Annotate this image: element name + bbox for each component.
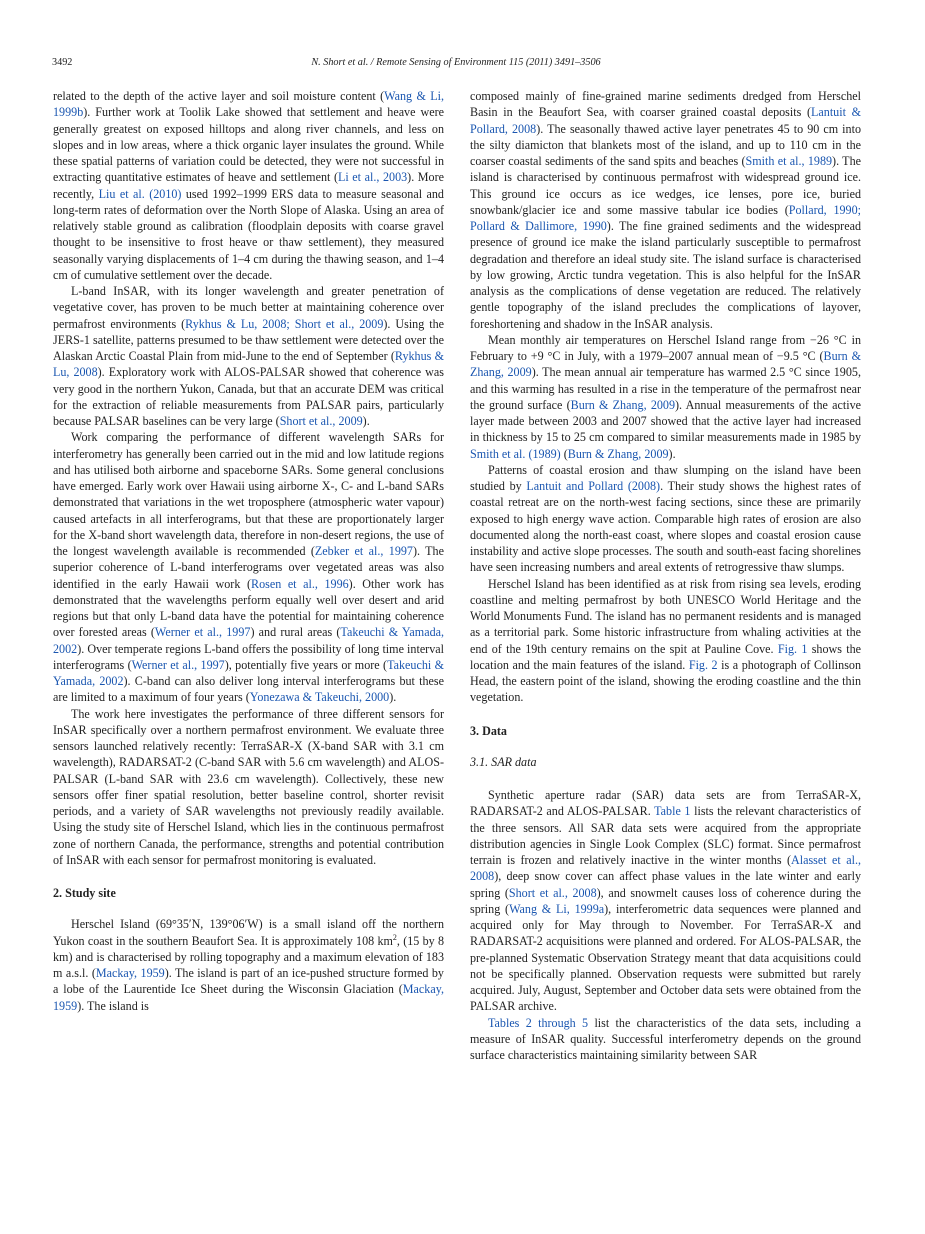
citation-link[interactable]: Burn & Zhang, 2009 [470,349,861,380]
page-number: 3492 [52,57,73,68]
citation-link[interactable]: Zebker et al., 1997 [314,544,413,558]
citation-link[interactable]: Werner et al., 1997 [131,657,225,672]
journal-reference: N. Short et al. / Remote Sensing of Environment 115 (2011) 3491–3506 [311,57,601,68]
citation-link[interactable]: Rykhus & Lu, 2008 [53,349,444,380]
paragraph: L-band InSAR, with its longer wavelength and greater penetration of vegetative cover, has proven to be much better at maintaining coherence over permafrost environments (Rykhus & Lu, 2008; Short et al., 2009). Using the JERS-1 satellite, patterns presumed to be thaw settlement were detected over the Alaskan Arctic Coastal Plain from mid-June to the end of September (Rykhus & Lu, 2008). Exploratory work with ALOS-PALSAR showed that coherence was very good in the northern Yukon, Canada, but that an accurate DEM was critical for the extraction of reliable measurements from PALSAR pairs, particularly because PALSAR baselines can be very large (Short et al., 2009). [53,284,444,428]
citation-link[interactable]: Li et al., 2003 [337,170,408,185]
paragraph: composed mainly of fine-grained marine sediments dredged from Herschel Basin in the Beaufort Sea, with coarser grained coastal deposits (Lantuit & Pollard, 2008). The seasonally thawed active layer penetrates 45 to 90 cm into the silty diamicton that blankets most of the island, and up to 110 cm in the coarser coastal sediments of the sand spits and beaches (Smith et al., 1989). The island is characterised by continuous permafrost with widespread ground ice. This ground ice occurs as ice wedges, ice lenses, pore ice, buried snowbank/glacier ice and some massive tabular ice bodies (Pollard, 1990; Pollard & Dallimore, 1990). The fine grained sediments and the widespread presence of ground ice make the island particularly susceptible to permafrost degradation and therefore an ideal study site. The island surface is characterised by low growing, Arctic tundra vegetation. This is also helpful for the InSAR analysis as the complications of dense vegetation are reduced. The relatively gentle topography of the island precludes the complications of layover, foreshortening and shadow in the InSAR analysis. [470,89,862,331]
paragraph: Work comparing the performance of different wavelength SARs for interferometry has generally been carried out in the mid and low latitude regions and has utilised both airborne and spaceborne SARs. Some general conclusions have emerged. Early work over Hawaii using airborne X-, C- and L-band SARs demonstrated that variations in the wet troposphere (atmospheric water vapour) caused artefacts in all interferograms, but that these are proportionately larger for the X-band short wavelength data, therefore in non-desert regions, the use of the longest wavelength available is recommended (Zebker et al., 1997). The superior coherence of L-band interferograms over vegetated areas was also identified in the early Hawaii work (Rosen et al., 1996). Other work has demonstrated that the wavelengths perform equally well over desert and arid regions but that only L-band data have the potential for maintaining coherence over forested areas (Werner et al., 1997) and rural areas (Takeuchi & Yamada, 2002). Over temperate regions L-band offers the possibility of long time interval interferograms (Werner et al., 1997), potentially five years or more (Takeuchi & Yamada, 2002). C-band can also deliver long interval interferograms but these are limited to a maximum of four years (Yonezawa & Takeuchi, 2000). [53,430,445,705]
citation-link[interactable]: Liu et al. (2010) [98,186,182,201]
paragraph: Herschel Island has been identified as at risk from rising sea levels, eroding coastline and melting permafrost by both UNESCO World Heritage and the World Monuments Fund. The island has no permanent residents and is managed as a territorial park. Some historic infrastructure from whaling activities at the end of the 19th century remains on the spit at Pauline Cove. Fig. 1 shows the location and the main features of the island. Fig. 2 is a photograph of Collinson Head, the eastern point of the island, showing the eroding coastline and the thin vegetation. [470,576,862,705]
citation-link[interactable]: Pollard, 1990; Pollard & Dallimore, 1990 [470,202,862,233]
citation-link[interactable]: Burn & Zhang, 2009 [570,397,676,412]
table-link[interactable]: Tables 2 through 5 [488,1015,589,1030]
left-column [53,88,444,1014]
figure-link[interactable]: Fig. 2 [688,657,718,672]
citation-link[interactable]: Wang & Li, 1999a [509,901,605,916]
citation-link[interactable]: Smith et al. (1989) [470,446,561,461]
section-heading: 3. Data [470,723,507,738]
paragraph: The work here investigates the performance of three different sensors for InSAR specifically over a northern permafrost environment. We evaluate three sensors launched relatively recently: TerraSAR-X (X-band SAR with 3.1 cm wavelength), RADARSAT-2 (C-band SAR with 5.6 cm wavelength) and ALOS-PALSAR (L-band SAR with 23.6 cm wavelength). Collectively, these new sensors offer finer spatial resolution, better baseline control, shorter revisit periods, and a variety of SAR wavelengths not previously readily available. Using the study site of Herschel Island, which lies in the continuous permafrost zone of northern Canada, the performance, strengths and potential contribution of InSAR with each sensor for permafrost monitoring is evaluated. [53,706,444,867]
paragraph: Tables 2 through 5 list the characteristics of the data sets, including a measure of InSAR quality. Successful interferometry depends on the ground surface characteristics maintaining similarity between SAR [470,1015,862,1062]
subsection-heading: 3.1. SAR data [470,754,537,769]
citation-link[interactable]: Short et al., 2008 [508,885,597,900]
paragraph: Herschel Island (69°35′N, 139°06′W) is a small island off the northern Yukon coast in the southern Beaufort Sea. It is approximately 108 $km^2$, (15 by 8 km) and is characterised by rolling topography and a maximum elevation of 183 m a.s.l. (Mackay, 1959). The island is part of an ice-pushed structure formed by a lobe of the Laurentide Ice Sheet during the Wisconsin Glaciation (Mackay, 1959). The island is [53,917,444,1013]
citation-link[interactable]: Takeuchi & Yamada, 2002 [53,657,445,688]
citation-link[interactable]: Lantuit & Pollard, 2008 [470,105,862,136]
citation-link[interactable]: Mackay, 1959 [95,966,165,980]
citation-link[interactable]: Takeuchi & Yamada, 2002 [53,625,445,656]
citation-link[interactable]: Werner et al., 1997 [154,625,251,640]
paragraph: related to the depth of the active layer and soil moisture content (Wang & Li, 1999b). Further work at Toolik Lake showed that settlement and heave were generally greatest on exposed hilltops and along river channels, and less on slopes and in low areas, where a thick organic layer insulates the ground. While these spatial patterns of variation could be detected, they were not successful in extracting quantitative estimates of heave and settlement (Li et al., 2003). More recently, Liu et al. (2010) used 1992–1999 ERS data to measure seasonal and long-term rates of deformation over the North Slope of Alaska. Using an area of relatively stable ground as calibration (floodplain deposits with coarse gravel thought to be insensitive to frost heave or thaw settlement), they measured seasonally varying displacements of 1–4 cm during the thawing season, and 1–4 cm of cumulative settlement over the decade. [53,89,444,282]
figure-link[interactable]: Fig. 1 [777,641,808,656]
citation-link[interactable]: Yonezawa & Takeuchi, 2000 [249,690,390,705]
citation-link[interactable]: Alasset et al., 2008 [470,853,861,884]
citation-link[interactable]: Rykhus & Lu, 2008; Short et al., 2009 [185,316,384,331]
table-link[interactable]: Table 1 [654,804,691,819]
paragraph: Mean monthly air temperatures on Herschel Island range from −26 °C in February to +9 °C in July, with a 1979–2007 annual mean of −9.5 °C (Burn & Zhang, 2009). The mean annual air temperature has warmed 2.5 °C since 1905, and this warming has resulted in a rise in the temperature of the permafrost near the ground surface (Burn & Zhang, 2009). Annual measurements of the active layer made between 2003 and 2007 showed that the active layer had increased in thickness by 15 to 25 cm compared to similar measurements made in 1985 by Smith et al. (1989) (Burn & Zhang, 2009). [470,332,861,461]
citation-link[interactable]: Wang & Li, 1999b [53,89,444,120]
citation-link[interactable]: Short et al., 2009 [279,414,363,428]
citation-link[interactable]: Smith et al., 1989 [745,154,833,168]
paragraph: Patterns of coastal erosion and thaw slumping on the island have been studied by Lantuit and Pollard (2008). Their study shows the highest rates of coastal retreat are on the north-west facing sections, since these are primarily exposed to high energy wave action. Comparable high rates of erosion are also documented along the north-east coast, where slopes and coastal erosion cause instability and active slope processes. The south and south-east facing shorelines have seen increasing numbers and areal extents of retrogressive thaw slumps. [470,462,861,575]
citation-link[interactable]: Burn & Zhang, 2009 [567,446,669,461]
section-heading: 2. Study site [53,886,116,900]
citation-link[interactable]: Rosen et al., 1996 [251,576,349,591]
citation-link[interactable]: Lantuit and Pollard (2008) [526,479,661,493]
citation-link[interactable]: Mackay, 1959 [53,982,444,1013]
paragraph: Synthetic aperture radar (SAR) data sets are from TerraSAR-X, RADARSAT-2 and ALOS-PALSAR. Table 1 lists the relevant characteristics of the three sensors. All SAR data sets were acquired from the appropriate distribution agencies in Single Look Complex (SLC) format. Since permafrost terrain is frozen and relatively inactive in the winter months (Alasset et al., 2008), deep snow cover can affect phase values in the late winter and early spring (Short et al., 2008), and snowmelt causes loss of coherence during the spring (Wang & Li, 1999a), interferometric data sequences were planned and acquired only for May through to November. For TerraSAR-X and RADARSAT-2 acquisitions were planned and ordered. For ALOS-PALSAR, the pre-planned Systematic Observation Strategy meant that data acquisitions could not be specifically planned. Observation requests were submitted but rarely acquired. July, August, September and October data sets were obtained from the PALSAR archive. [470,788,862,1014]
running-header [52,57,860,73]
right-column [470,88,861,1063]
